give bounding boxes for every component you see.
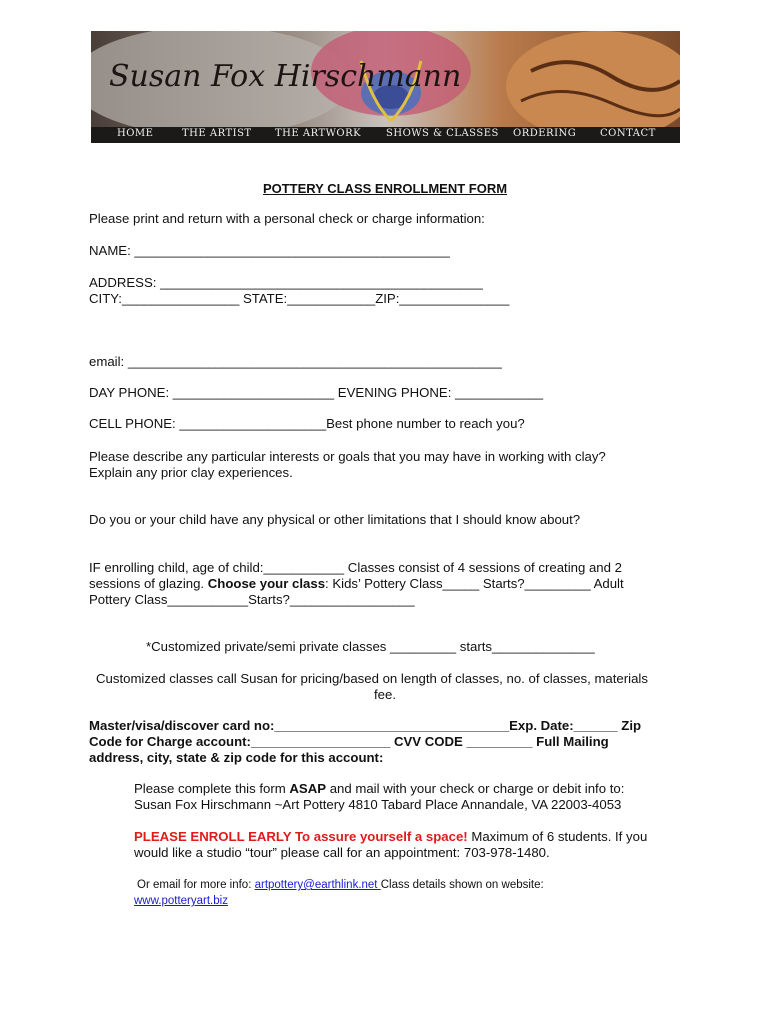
customized-classes-line: *Customized private/semi private classes _________ starts______________ [146,639,595,654]
website-link[interactable]: www.potteryart.biz [134,895,228,907]
more-info-line: Or email for more info: artpottery@earthlink.net Class details shown on website: [137,879,544,891]
email-link[interactable]: artpottery@earthlink.net [254,879,381,891]
website-link-line [134,893,228,909]
nav-ordering[interactable]: ORDERING [513,128,577,139]
form-title: POTTERY CLASS ENROLLMENT FORM [262,181,508,196]
nav-contact[interactable]: CONTACT [600,128,656,139]
studio-tour-line: would like a studio “tour” please call for an appointment: 703-978-1480. [134,845,550,860]
customized-call-line: Customized classes call Susan for pricing/based on length of classes, no. of classes, materials [96,671,648,686]
city-state-zip-field: CITY:________________ STATE:____________ZIP:_______________ [89,291,510,306]
mailing-address: Susan Fox Hirschmann ~Art Pottery 4810 Tabard Place Annandale, VA 22003-4053 [134,797,622,812]
limitations-question: Do you or your child have any physical or other limitations that I should know about? [89,512,581,527]
card-code-line: Code for Charge account:___________________ CVV CODE _________ Full Mailing [89,734,609,749]
mail-instructions: Please complete this form ASAP and mail with your check or charge or debit info to: [134,781,625,796]
nav-the-artwork[interactable]: THE ARTWORK [275,128,362,139]
card-address-line: address, city, state & zip code for this account: [89,750,384,765]
nav-the-artist[interactable]: THE ARTIST [182,128,252,139]
child-age-line: IF enrolling child, age of child:___________ Classes consist of 4 sessions of creating and 2 [89,560,622,575]
name-field: NAME: ___________________________________________ [89,243,450,258]
phone-fields: DAY PHONE: ______________________ EVENING PHONE: ____________ [89,385,544,400]
interests-question: Please describe any particular interests or goals that you may have in working with clay? [89,449,606,464]
customized-call-line-2: fee. [374,687,396,702]
cell-phone-field: CELL PHONE: ____________________Best phone number to reach you? [89,416,525,431]
logo-text: Susan Fox Hirschmann [109,59,462,94]
email-field: email: ___________________________________________________ [89,354,502,369]
nav-home[interactable]: HOME [117,128,154,139]
intro-text: Please print and return with a personal check or charge information: [89,211,485,226]
nav-shows-classes[interactable]: SHOWS & CLASSES [386,128,499,139]
pottery-banner-image [91,31,680,127]
nav-bar [91,127,680,143]
site-banner [91,31,680,143]
adult-class-line: Pottery Class___________Starts?_________________ [89,592,415,607]
class-choice-line: sessions of glazing. Choose your class: Kids’ Pottery Class_____ Starts?_________ Adult [89,576,624,591]
experience-question: Explain any prior clay experiences. [89,465,293,480]
enroll-early-line: PLEASE ENROLL EARLY To assure yourself a space! Maximum of 6 students. If you [134,829,648,844]
card-number-line: Master/visa/discover card no:________________________________Exp. Date:______ Zip [89,718,642,733]
address-field: ADDRESS: ____________________________________________ [89,275,483,290]
